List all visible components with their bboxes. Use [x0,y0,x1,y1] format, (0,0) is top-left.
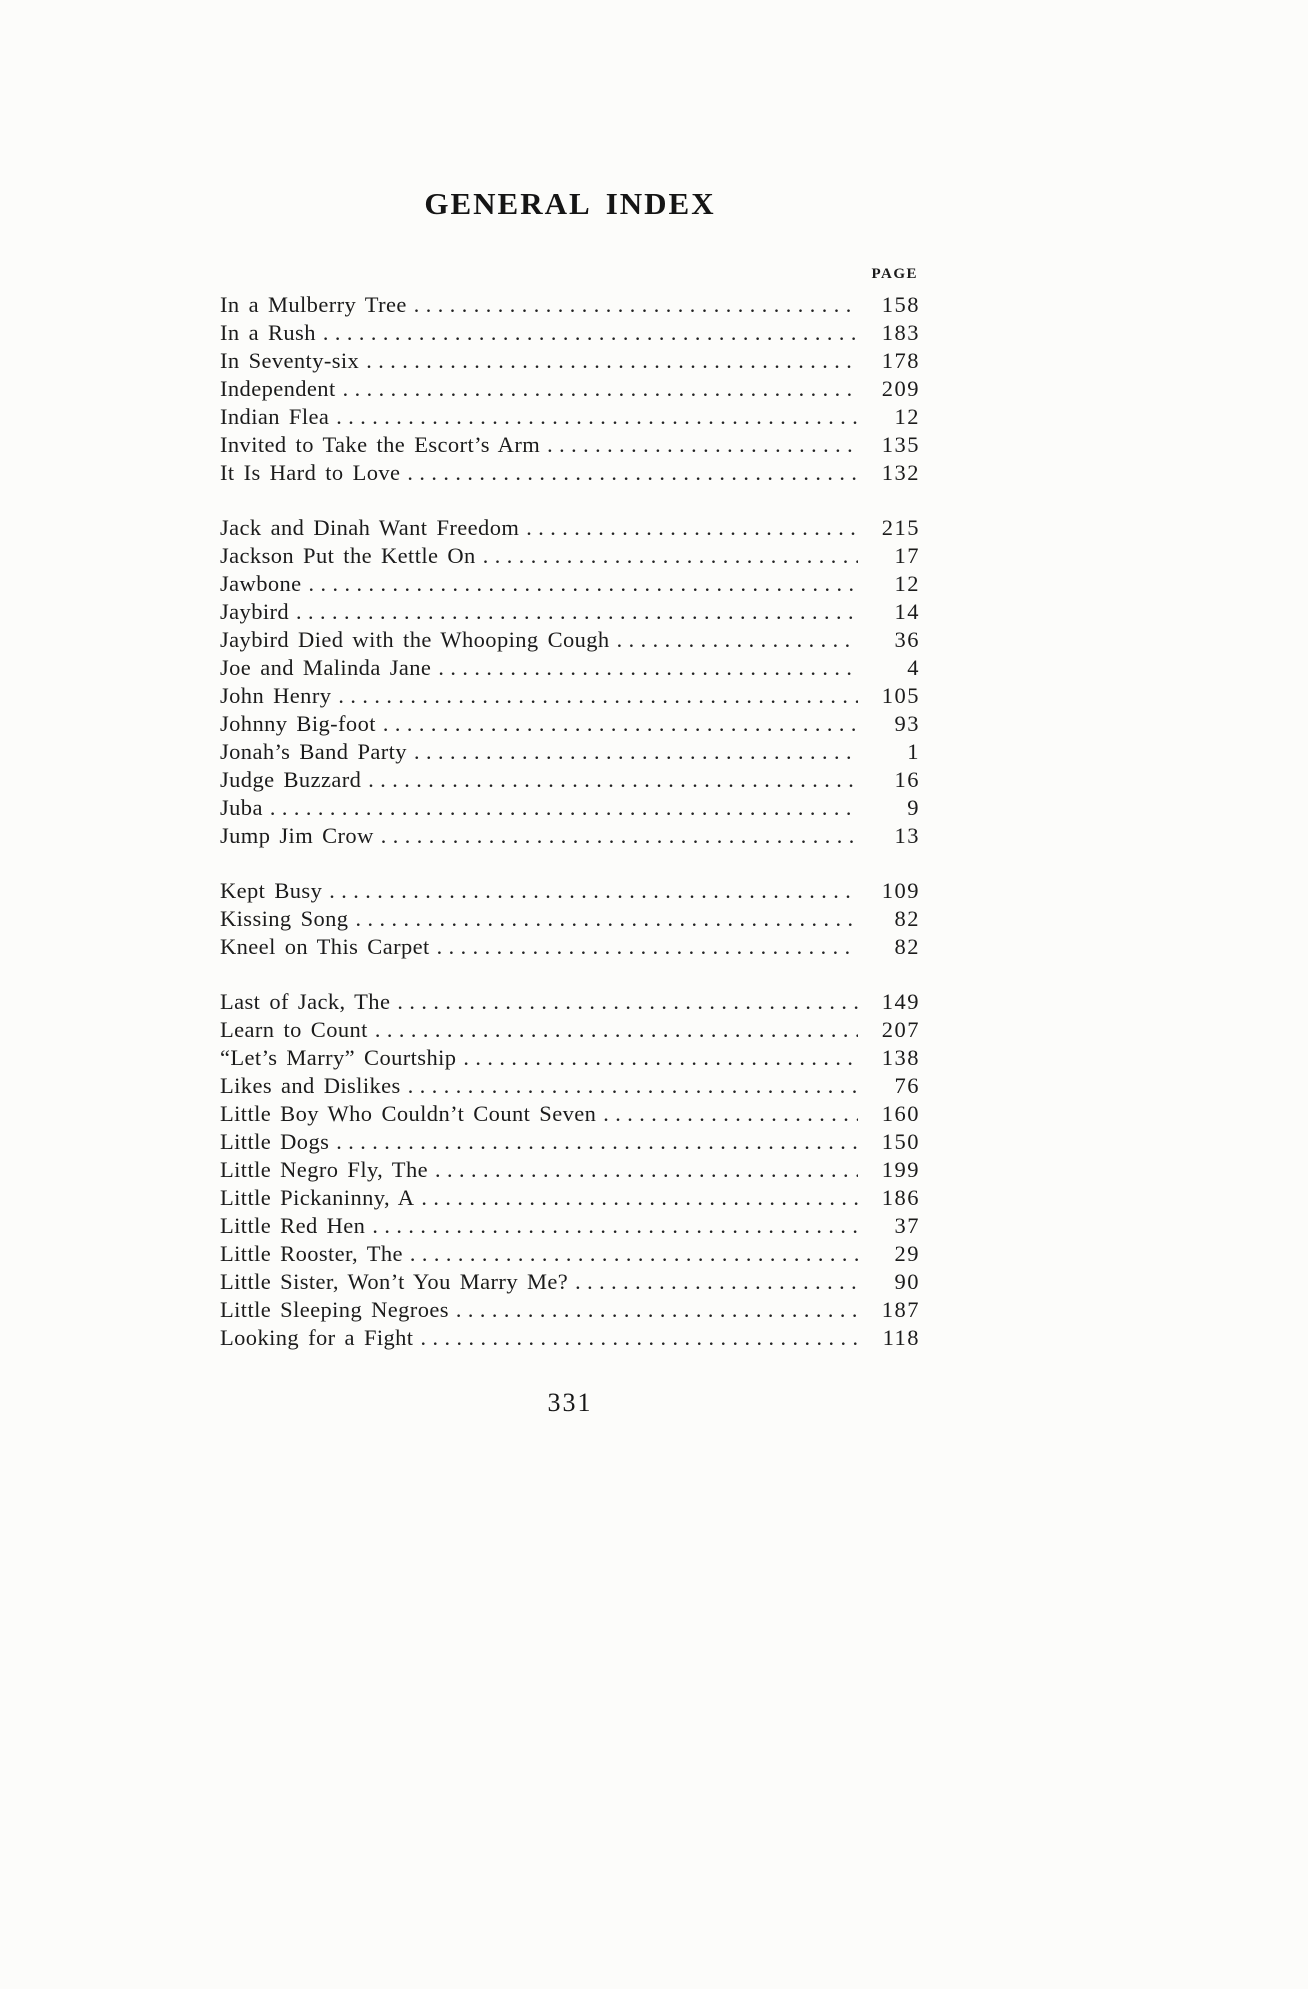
index-entry [220,1072,920,1100]
entry-page-number: 132 [881,460,920,485]
index-list [220,291,920,1352]
entry-page-number: 183 [881,320,920,345]
dot-leader [338,682,858,710]
index-entry [220,1184,920,1212]
entry-title: Invited to Take the Escort’s Arm [220,432,541,457]
entry-page-number: 207 [881,1017,920,1042]
entry-page-number: 90 [894,1269,920,1294]
entry-page-number: 118 [882,1325,920,1350]
entry-title: Juba [220,795,263,820]
dot-leader [437,933,858,961]
entry-page-number: 135 [881,432,920,457]
entry-page-number: 199 [881,1157,920,1182]
index-group [220,877,920,961]
entry-title: Joe and Malinda Jane [220,655,432,680]
entry-title: Last of Jack, The [220,989,391,1014]
entry-title: Kneel on This Carpet [220,934,430,959]
index-entry [220,570,920,598]
entry-title: Likes and Dislikes [220,1073,401,1098]
dot-leader [420,1324,858,1352]
entry-title: Little Red Hen [220,1213,366,1238]
dot-leader [456,1296,858,1324]
entry-page-number: 36 [894,627,920,652]
index-entry [220,905,920,933]
entry-title: Little Sleeping Negroes [220,1297,449,1322]
entry-page-number: 12 [894,404,920,429]
dot-leader [336,1128,858,1156]
index-entry [220,319,920,347]
page-title: GENERAL INDEX [424,186,716,221]
entry-title: In Seventy-six [220,348,360,373]
index-entry [220,794,920,822]
entry-title: Indian Flea [220,404,330,429]
dot-leader [355,905,858,933]
entry-page-number: 186 [881,1185,920,1210]
dot-leader [309,570,858,598]
dot-leader [408,1072,858,1100]
entry-page-number: 93 [894,711,920,736]
entry-page-number: 37 [894,1213,920,1238]
dot-leader [375,1016,858,1044]
entry-page-number: 13 [894,823,920,848]
entry-page-number: 17 [894,543,920,568]
dot-leader [397,988,858,1016]
entry-title: It Is Hard to Love [220,460,401,485]
page-column-header: PAGE [871,266,918,282]
dot-leader [381,822,858,850]
index-entry [220,459,920,487]
entry-page-number: 105 [881,683,920,708]
entry-title: Jaybird [220,599,290,624]
index-entry [220,654,920,682]
dot-leader [323,319,858,347]
index-entry [220,738,920,766]
dot-leader [366,347,858,375]
entry-title: Judge Buzzard [220,767,362,792]
index-entry [220,1268,920,1296]
entry-page-number: 82 [894,906,920,931]
dot-leader [368,766,858,794]
entry-title: Little Rooster, The [220,1241,403,1266]
index-entry [220,682,920,710]
index-entry [220,1296,920,1324]
dot-leader [343,375,858,403]
index-group [220,514,920,850]
dot-leader [438,654,858,682]
dot-leader [383,710,858,738]
entry-page-number: 14 [894,599,920,624]
index-entry [220,1212,920,1240]
entry-page-number: 178 [881,348,920,373]
index-entry [220,514,920,542]
entry-title: “Let’s Marry” Courtship [220,1045,457,1070]
dot-leader [270,794,858,822]
index-entry [220,598,920,626]
index-content [220,186,920,1418]
entry-title: Jump Jim Crow [220,823,374,848]
dot-leader [463,1044,858,1072]
entry-title: Kept Busy [220,878,323,903]
entry-title: In a Mulberry Tree [220,292,407,317]
entry-title: Jawbone [220,571,302,596]
dot-leader [407,459,858,487]
entry-page-number: 215 [881,515,920,540]
entry-page-number: 160 [881,1101,920,1126]
dot-leader [526,514,858,542]
entry-page-number: 16 [894,767,920,792]
index-entry [220,822,920,850]
index-entry [220,1044,920,1072]
entry-page-number: 109 [881,878,920,903]
dot-leader [336,403,858,431]
entry-page-number: 29 [894,1241,920,1266]
entry-title: Little Sister, Won’t You Marry Me? [220,1269,569,1294]
entry-page-number: 187 [881,1297,920,1322]
index-entry [220,403,920,431]
dot-leader [414,738,858,766]
entry-title: Little Negro Fly, The [220,1157,428,1182]
entry-page-number: 4 [907,655,920,680]
index-entry [220,1324,920,1352]
entry-page-number: 138 [881,1045,920,1070]
entry-title: Johnny Big-foot [220,711,376,736]
entry-title: Little Boy Who Couldn’t Count Seven [220,1101,597,1126]
page-number: 331 [547,1388,593,1417]
entry-title: Jack and Dinah Want Freedom [220,515,520,540]
entry-title: Little Dogs [220,1129,330,1154]
dot-leader [435,1156,858,1184]
index-group [220,988,920,1352]
dot-leader [329,877,858,905]
entry-page-number: 76 [894,1073,920,1098]
entry-page-number: 1 [907,739,920,764]
index-entry [220,988,920,1016]
entry-page-number: 12 [894,571,920,596]
entry-page-number: 158 [881,292,920,317]
dot-leader [483,542,858,570]
entry-title: Kissing Song [220,906,349,931]
entry-page-number: 209 [881,376,920,401]
dot-leader [414,291,858,319]
dot-leader [372,1212,858,1240]
entry-page-number: 149 [881,989,920,1014]
entry-title: Little Pickaninny, A [220,1185,415,1210]
dot-leader [547,431,858,459]
entry-title: John Henry [220,683,332,708]
entry-title: Looking for a Fight [220,1325,414,1350]
index-entry [220,431,920,459]
index-entry [220,710,920,738]
entry-title: In a Rush [220,320,316,345]
dot-leader [296,598,858,626]
dot-leader [410,1240,858,1268]
index-entry [220,1100,920,1128]
index-entry [220,766,920,794]
index-entry [220,1128,920,1156]
entry-title: Jonah’s Band Party [220,739,407,764]
dot-leader [421,1184,858,1212]
entry-title: Jaybird Died with the Whooping Cough [220,627,610,652]
index-entry [220,1240,920,1268]
index-entry [220,877,920,905]
index-entry [220,626,920,654]
index-entry [220,375,920,403]
dot-leader [603,1100,858,1128]
index-entry [220,542,920,570]
dot-leader [575,1268,858,1296]
index-group [220,291,920,487]
entry-title: Jackson Put the Kettle On [220,543,476,568]
index-entry [220,347,920,375]
entry-title: Learn to Count [220,1017,368,1042]
index-entry [220,1156,920,1184]
index-entry [220,291,920,319]
entry-title: Independent [220,376,336,401]
entry-page-number: 150 [881,1129,920,1154]
index-entry [220,1016,920,1044]
entry-page-number: 9 [907,795,920,820]
dot-leader [617,626,858,654]
entry-page-number: 82 [894,934,920,959]
index-entry [220,933,920,961]
